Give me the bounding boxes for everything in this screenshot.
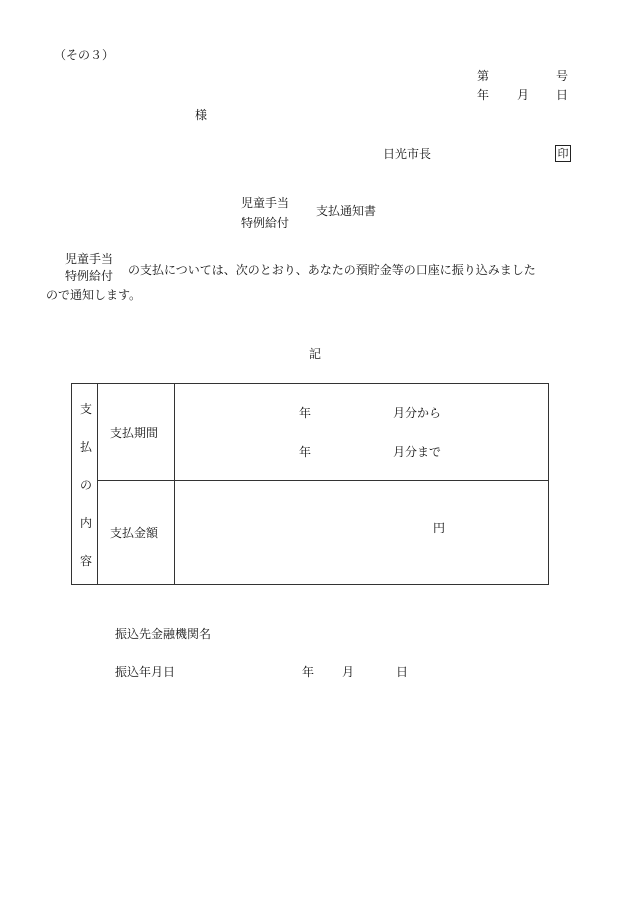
- transfer-date-label: 振込年月日: [115, 665, 176, 679]
- doc-number-prefix: 第: [477, 69, 490, 83]
- subject-line-1: 児童手当: [65, 252, 114, 266]
- period-to-year: 年: [299, 445, 312, 459]
- doc-number-suffix: 号: [556, 69, 569, 83]
- table-divider-label: [174, 384, 175, 584]
- period-from-year: 年: [299, 406, 312, 420]
- date-year-label: 年: [477, 88, 490, 102]
- side-label-char: 払: [79, 440, 92, 454]
- payment-details-table: [71, 383, 549, 585]
- transfer-date-day: 日: [396, 665, 409, 679]
- table-row-divider: [97, 480, 548, 481]
- date-month-label: 月: [517, 88, 530, 102]
- ki-heading: 記: [309, 347, 322, 361]
- form-number: （その３）: [54, 48, 115, 62]
- body-text-line-2: ので通知します。: [46, 288, 142, 302]
- title-line-2: 特例給付: [241, 216, 290, 230]
- addressee-suffix: 様: [195, 108, 208, 122]
- side-label-char: 支: [79, 402, 92, 416]
- title-suffix: 支払通知書: [316, 204, 377, 218]
- date-day-label: 日: [556, 88, 569, 102]
- amount-unit: 円: [433, 521, 446, 535]
- transfer-date-year: 年: [302, 665, 315, 679]
- amount-label: 支払金額: [110, 526, 159, 540]
- bank-name-label: 振込先金融機関名: [115, 627, 212, 641]
- period-to-month: 月分まで: [393, 445, 442, 459]
- period-label: 支払期間: [110, 426, 159, 440]
- side-label-char: 容: [79, 554, 92, 568]
- side-label-char: の: [79, 478, 92, 492]
- subject-line-2: 特例給付: [65, 269, 114, 283]
- period-from-month: 月分から: [393, 406, 442, 420]
- transfer-date-month: 月: [342, 665, 355, 679]
- seal-stamp: 印: [555, 145, 571, 162]
- table-divider-side: [97, 384, 98, 584]
- issuer-name: 日光市長: [383, 147, 432, 161]
- side-label-char: 内: [79, 516, 92, 530]
- body-text-line-1: の支払については、次のとおり、あなたの預貯金等の口座に振り込みました: [128, 263, 536, 277]
- title-line-1: 児童手当: [241, 196, 290, 210]
